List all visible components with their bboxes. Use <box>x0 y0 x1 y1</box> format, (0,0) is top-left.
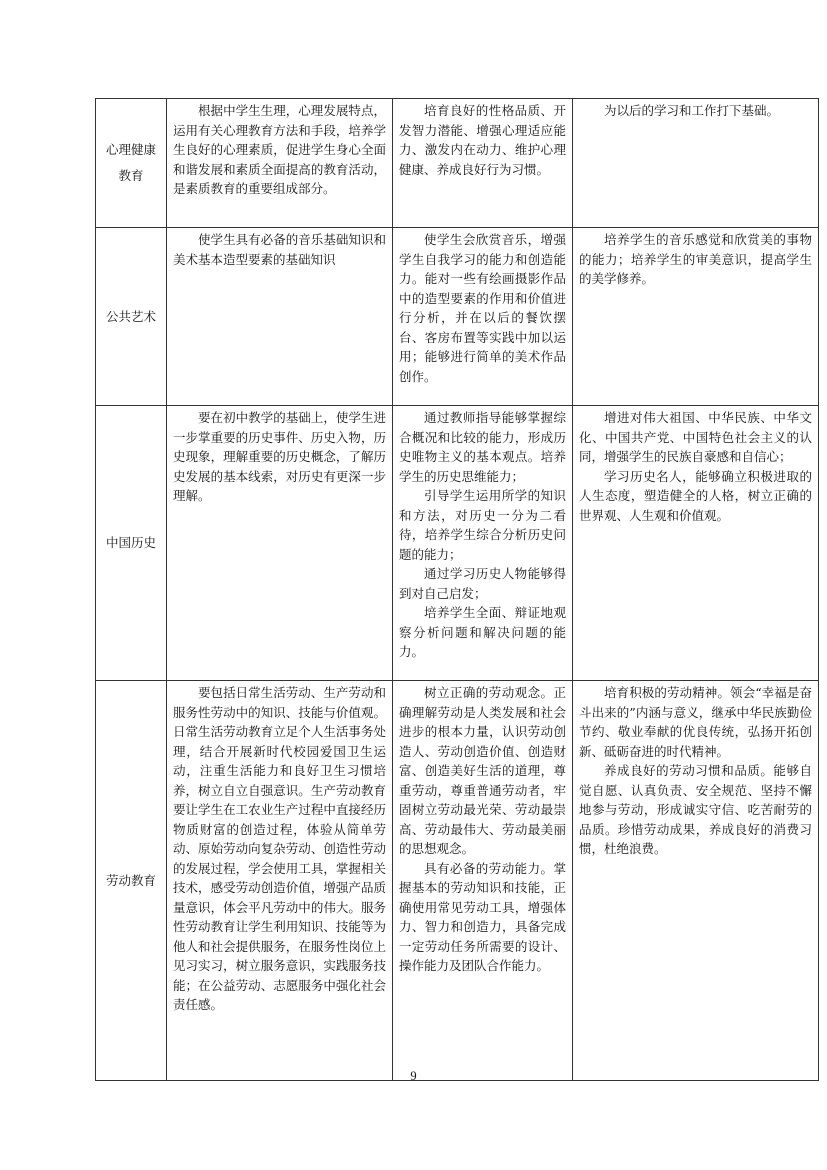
course-name-cell <box>96 99 167 228</box>
course-name: 中国历史 <box>105 535 156 550</box>
quality-text: 养成良好的劳动习惯和品质。能够自觉自愿、认真负责、安全规范、坚持不懈地参与劳动，形成诚实守信、吃苦耐劳的品质。珍惜劳动成果，养成良好的消费习惯，杜绝浪费。 <box>579 763 812 856</box>
course-table <box>95 98 819 1081</box>
ability-cell <box>393 99 573 228</box>
course-name: 心理健康教育 <box>105 142 156 183</box>
quality-cell <box>573 406 819 681</box>
objective-text: 要包括日常生活劳动、生产劳动和服务性劳动中的知识、技能与价值观。日常生活劳动教育立足个人生活事务处理，结合开展新时代校园爱国卫生运动，注重生活能力和良好卫生习惯培养，树立自立自强意识。生产劳动教育要让学生在工农业生产过程中直接经历物质财富的创造过程，体验从简单劳动、原始劳动向复杂劳动、创造性劳动的发展过程，学会使用工具，掌握相关技术，感受劳动创造价值，增强产品质量意识，体会平凡劳动中的伟大。服务性劳动教育让学生利用知识、技能等为他人和社会提供服务，在服务性岗位上见习实习，树立服务意识，实践服务技能；在公益劳动、志愿服务中强化社会责任感。 <box>173 685 386 1012</box>
course-name-cell <box>96 406 167 681</box>
ability-text: 通过教师指导能够掌握综合概况和比较的能力，形成历史唯物主义的基本观点。培养学生的历史思维能力； <box>399 410 566 484</box>
ability-text: 树立正确的劳动观念。正确理解劳动是人类发展和社会进步的根本力量，认识劳动创造人、劳动创造价值、创造财富、创造美好生活的道理，尊重劳动，尊重普通劳动者，牢固树立劳动最光荣、劳动最崇高、劳动最伟大、劳动最美丽的思想观念。 <box>399 685 566 856</box>
ability-text: 培育良好的性格品质、开发智力潜能、增强心理适应能力、激发内在动力、维护心理健康、养成良好行为习惯。 <box>399 103 566 177</box>
ability-text: 引导学生运用所学的知识和方法，对历史一分为二看待，培养学生综合分析历史问题的能力； <box>399 488 566 562</box>
ability-text: 具有必备的劳动能力。掌握基本的劳动知识和技能，正确使用常见劳动工具，增强体力、智力和创造力，具备完成一定劳动任务所需要的设计、操作能力及团队合作能力。 <box>399 860 566 973</box>
ability-text: 使学生会欣赏音乐，增强学生自我学习的能力和创造能力。能对一些有绘画摄影作品中的造型要素的作用和价值进行分析，并在以后的餐饮摆台、客房布置等实践中加以运用；能够进行简单的美术作品创作。 <box>399 232 566 384</box>
quality-text: 增进对伟大祖国、中华民族、中华文化、中国共产党、中国特色社会主义的认同，增强学生的民族自豪感和自信心； <box>579 410 812 464</box>
course-name-cell <box>96 681 167 1081</box>
ability-text: 通过学习历史人物能够得到对自己启发； <box>399 566 566 601</box>
ability-cell <box>393 406 573 681</box>
objective-cell <box>167 99 393 228</box>
objective-cell <box>167 681 393 1081</box>
quality-cell <box>573 99 819 228</box>
table-row <box>96 406 819 681</box>
quality-text: 学习历史名人，能够确立积极进取的人生态度，塑造健全的人格，树立正确的世界观、人生观和价值观。 <box>579 468 812 523</box>
objective-cell <box>167 406 393 681</box>
ability-cell <box>393 681 573 1081</box>
ability-cell <box>393 228 573 406</box>
ability-text: 培养学生全面、辩证地观察分析问题和解决问题的能力。 <box>399 605 566 659</box>
quality-text: 培养学生的音乐感觉和欣赏美的事物的能力；培养学生的审美意识，提高学生的美学修养。 <box>579 232 812 286</box>
quality-cell <box>573 681 819 1081</box>
table-row <box>96 99 819 228</box>
objective-text: 根据中学生生理，心理发展特点，运用有关心理教育方法和手段，培养学生良好的心理素质，促进学生身心全面和谐发展和素质全面提高的教育活动，是素质教育的重要组成部分。 <box>173 103 386 196</box>
objective-text: 使学生具有必备的音乐基础知识和美术基本造型要素的基础知识 <box>173 232 386 267</box>
quality-text: 为以后的学习和工作打下基础。 <box>604 103 780 118</box>
page-number: 9 <box>410 1069 417 1083</box>
table-row <box>96 681 819 1081</box>
objective-cell <box>167 228 393 406</box>
objective-text: 要在初中教学的基础上，使学生进一步掌重要的历史事件、历史入物，历史现象，理解重要的历史概念，了解历史发展的基本线索，对历史有更深一步理解。 <box>173 410 386 503</box>
table-row <box>96 228 819 406</box>
course-name-cell <box>96 228 167 406</box>
course-name: 公共艺术 <box>105 308 156 324</box>
quality-cell <box>573 228 819 406</box>
quality-text: 培育积极的劳动精神。领会“幸福是奋斗出来的”内涵与意义，继承中华民族勤俭节约、敬业奉献的优良传统，弘扬开拓创新、砥砺奋进的时代精神。 <box>579 685 812 759</box>
course-name: 劳动教育 <box>105 872 156 888</box>
